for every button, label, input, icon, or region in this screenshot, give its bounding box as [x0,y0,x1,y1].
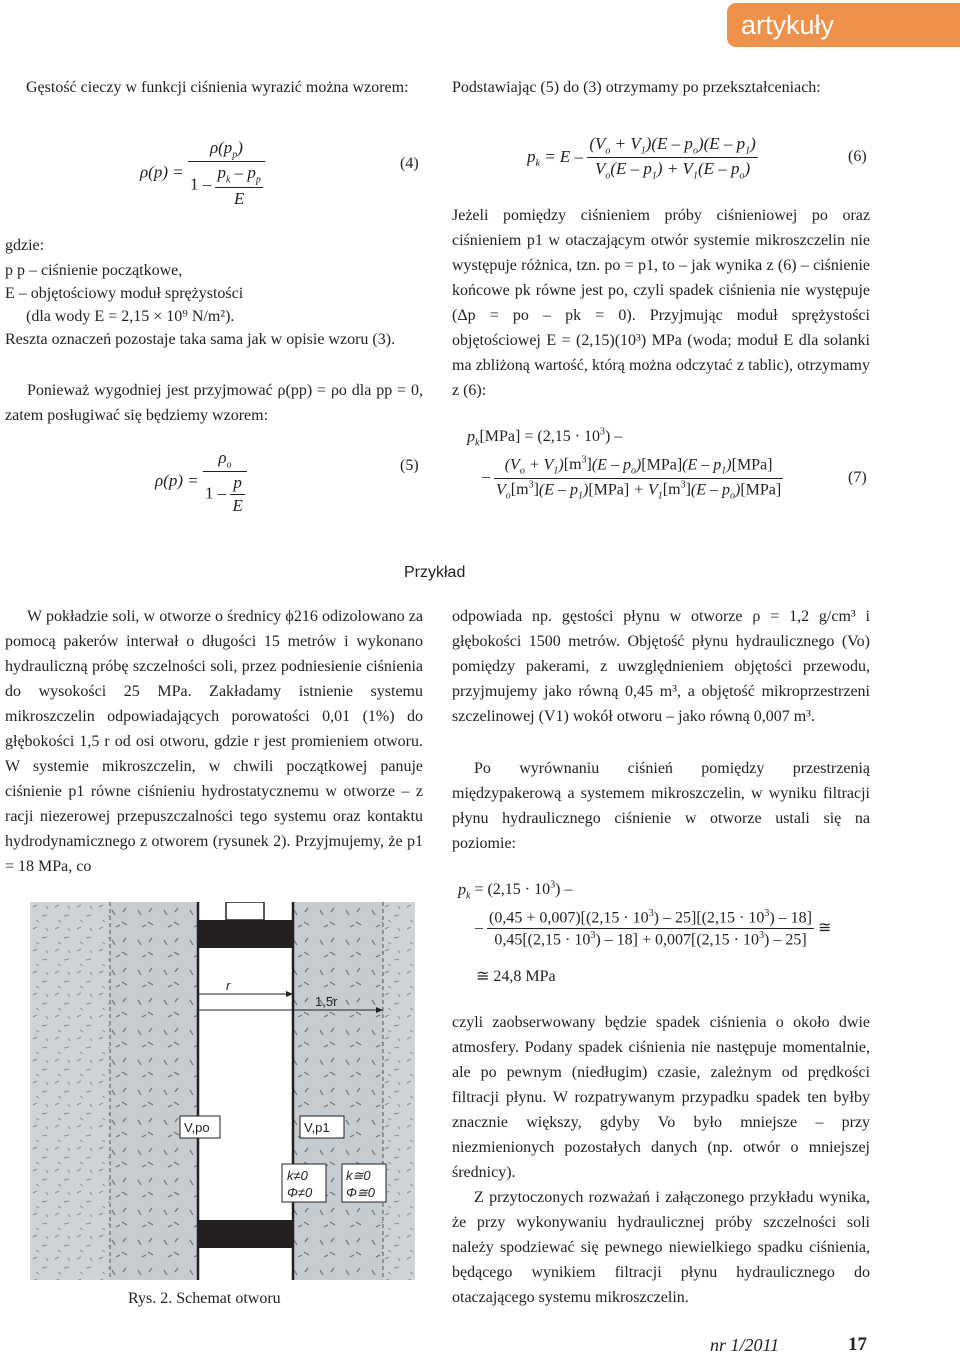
section-badge: artykuły [727,3,960,47]
label-15r: 1,5r [315,994,338,1009]
borehole-diagram [30,902,415,1280]
eq7-number: (7) [848,469,867,486]
label-vo: V,po [184,1120,210,1135]
paragraph-density-example: odpowiada np. gęstości płynu w otworze ρ = 1,2 g/cm³ i głębokości 1500 metrów. Objętość płynu hydraulicznego (Vo) pomiędzy pakerami, z uwzględnieniem objętości przewodu, przyjmujemy jako równą 0,45 m³, a objętość mikroprzestrzeni szczelinowej (V1) wokół otworu – jako równą 0,007 m³. [452,608,870,725]
equation-5: ρ(p) = $\rho_o$ 1 – $\frac{p}{E}$ [155,448,247,516]
eq6-number: (6) [848,148,867,165]
packer-top [198,920,293,948]
figure-caption: Rys. 2. Schemat otworu [128,1290,281,1307]
definition-water: (dla wody E = 2,15 × 10⁹ N/m²). [26,308,235,325]
paragraph-example: W pokładzie soli, w otworze o średnicy ϕ216 odizolowano za pomocą pakerów interwał o długości 15 metrów i wykonano hydrauliczną próbę szczelności soli, przez podniesienie ciśnienia do wysokości 25 MPa. Zakładamy istnienie systemu mikroszczelin odpowiadających porowatości 0,01 (1%) do głębokości 1,5 r od osi otworu, gdzie r jest promieniem otworu. W systemie mikroszczelin, w chwili początkowej panuje ciśnienie p1 równe ciśnieniu hydrostatycznemu w otworze – z racji niezerowej przepuszczalności tego systemu oraz kontaktu hydrodynamicznego z otworem (rysunek 2). Przyjmujemy, że p1 = 18 MPa, co [5,608,423,875]
example-equation-line1: $p_k = (2,15 \cdot 10^3)$ – [458,880,573,902]
paragraph-equalization: Po wyrównaniu ciśnień pomiędzy przestrzenią międzypakerową a systemem mikroszczelin, w wyniku filtracji płynu hydraulicznego ciśnienie w otworze ustali się na poziomie: [452,760,870,852]
paragraph-summary: Z przytoczonych rozważań i załączonego przykładu wynika, że przy wykonywaniu hydraulicznej próby szczelności soli należy spodziewać się pewnego niewielkiego spadku ciśnienia, będącego wynikiem filtracji płynu hydraulicznego do otaczającego systemu mikroszczelin. [452,1189,870,1306]
section-heading: Przykład [404,564,466,581]
definition-e: E – objętościowy moduł sprężystości [5,285,244,302]
equation-6: $p_k = E$ – $\frac{(V_o + V_1)(E - p_o)(E - p_1)}{V_o(E - p_1) + V_1(E - p_o)}$ [527,134,756,182]
label-k1: k≅0 [346,1168,371,1183]
paragraph-assumption: Ponieważ wygodniej jest przyjmować ρ(pp) = ρo dla pp = 0, zatem posługiwać się będziemy wzorem: [5,382,423,424]
equation-7-line1: $p_k[MPa] = (2,15 \cdot 10^3)$ – [467,427,623,449]
issue-number: nr 1/2011 [710,1335,780,1355]
eq4-number: (4) [400,155,419,172]
label-k0: k≠0 [287,1168,308,1183]
paragraph-conclusion: czyli zaobserwowany będzie spadek ciśnienia o około dwie atmosfery. Podany spadek ciśnienia nie następuje momentalnie, ale po pewnym (niedługim) czasie, zależnym od prędkości filtracji płynu. W rozpatrywanym przypadku spadek ten byłby znacznie większy, gdyby Vo było mniejsze – przy niezmienionych pozostałych danych (np. otwór o mniejszej średnicy). [452,1014,870,1181]
page-number: 17 [848,1334,867,1355]
definition-pp: p p – ciśnienie początkowe, [5,262,183,279]
example-equation-result: ≅ 24,8 MPa [476,968,556,985]
paragraph-density: Gęstość cieczy w funkcji ciśnienia wyrazić można wzorem: [26,79,409,96]
example-equation-fraction: – $\frac{(0,45 + 0,007)[(2,15 \cdot 10^3) - 25][(2,15 \cdot 10^3) - 18]}{0,45[(2,15 \cdot 10^3) - 18] + 0,007[(2,15 \cdot 10^3) - 25]}$ ≅ [475,908,832,949]
paragraph-condition: Jeżeli pomiędzy ciśnieniem próby ciśnieniowej po oraz ciśnieniem p1 w otaczającym otwór systemie mikroszczelin nie występuje różnica, tzn. po = p1, to – jak wynika z (6) – ciśnienie końcowe pk równe jest po, czyli spadek ciśnienia nie występuje (Δp = po – pk = 0). Przyjmując moduł sprężystości objętościowej E = (2,15)(10³) MPa (woda; moduł E dla solanki ma zbliżoną wartość, którą można odczytać z tablic), otrzymamy z (6): [452,207,870,399]
paragraph-substitution: Podstawiając (5) do (3) otrzymamy po przekształceniach: [452,79,821,96]
eq5-number: (5) [400,457,419,474]
label-r: r [226,978,231,993]
equation-7-fraction: – $\frac{(V_o + V_1)[m^3](E - p_o)[MPa](E - p_1)[MPa]}{V_o[m^3](E - p_1)[MPa] + V_1[m^3](E - p_o)[MPa]}$ [482,455,782,502]
definition-rest: Reszta oznaczeń pozostaje taka sama jak w opisie wzoru (3). [5,331,396,348]
label-phi0: Φ≠0 [287,1185,313,1200]
label-v1: V,p1 [304,1120,330,1135]
fracture-zone-right [293,902,383,1280]
equation-4: ρ(p) = $\rho(p_p)$ 1 – $\frac{p_k - p_p}{E}$ [140,138,265,209]
fracture-zone-left [110,902,198,1280]
definitions-label: gdzie: [5,237,45,254]
packer-bottom [198,1220,293,1248]
label-phi1: Φ≅0 [346,1185,376,1200]
